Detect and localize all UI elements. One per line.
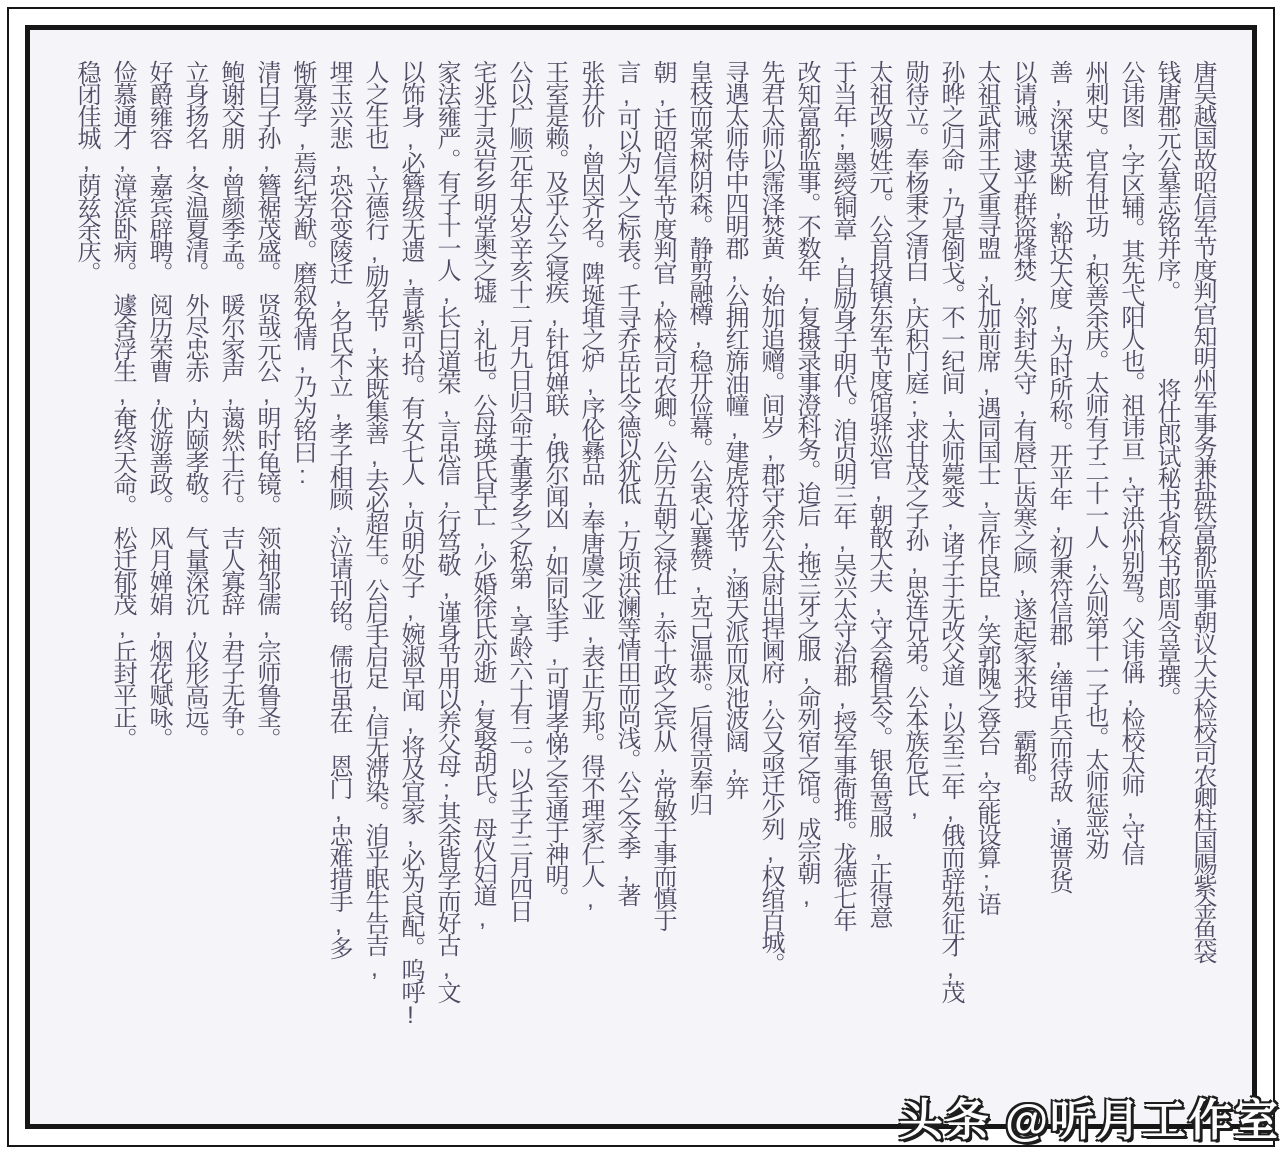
text-column: 善,深谋英断,豁达大度,为时所称。开平年,初秉符信郡,缮甲兵而待敌,通贳货: [1045, 60, 1072, 892]
text-column: 皇枝而棠树阴森。静剪融樽,稳开俭幕。公衷心襄赞,克己温恭。后得贡奉归: [685, 60, 712, 814]
text-column: 勋待立。奉杨秉之清白,庆积门庭;求甘茂之子孙,思连兄弟。公本族危氏,: [901, 60, 928, 820]
text-column: 人之生也,立德行,励名节,来既集善,去必超生。公启手启足,信无滞染。洎乎眠牛告吉,: [361, 60, 388, 980]
text-column: 言,可以为人之标表。千寻乔岳比令德以犹低,万顷洪澜等情田而尚浅。公之令季,著: [613, 60, 640, 905]
text-column: 太祖武肃王又重寻盟,礼加前席,遇同国士,言作良臣,笑郭隗之登台,空能设算;语: [973, 60, 1000, 914]
text-column: 太祖改赐姓元。公首投镇东军节度馆驿巡官,朝散大夫,守会稽县令。银鱼茑服,正得意: [865, 60, 892, 927]
text-column: 改知富都监事。不数年,复摄录事澄科务。迨后,拖兰牙之服,命列宿之馆。成宗朝,: [793, 60, 820, 908]
text-column: 州刺史。官有世功,积善余庆。太师有子二十一人,公则第十一子也。太师惩恶劝: [1081, 60, 1108, 858]
text-column: 俭慕通才,漳滨卧病。 遽舍浮生,奄终天命。 松迁郁茂,丘封平正。: [109, 60, 136, 749]
text-column: 家法雍严。有子十一人,长曰道荣,言忠信,行笃敬,谨身节用以养父母;其余皆学而好古,文: [433, 60, 460, 1002]
toutiao-watermark: 头条 @听月工作室: [898, 1096, 1280, 1145]
text-column: 唐吴越国故昭信军节度判官知明州军事务兼盐铁富都监事朝议大夫检校司农卿柱国赐紫金鱼袋: [1189, 60, 1216, 962]
text-column: 以请诫。逮乎群盗烽焚,邻封失守,有唇亡齿寒之顾,遂起家来投 霸都。: [1009, 60, 1036, 795]
text-column: 钱唐郡元公墓志铭并序。 将仕郎试秘书省校书郎周含章撰。: [1153, 60, 1180, 708]
text-column: 公讳图,字区辅。其先弋阳人也。祖讳亘,守洪州别驾。父讳偁,检校太师,守信: [1117, 60, 1144, 864]
text-column: 惭寡学,焉纪芳猷。磨叙免情,乃为铭曰:: [289, 60, 316, 487]
text-column: 王室是赖。及乎公之寝疾,针饵婵联,俄尔闻凶,如同坠手,可谓孝悌之至通于神明。: [541, 60, 568, 908]
text-column: 寻遇太师侍中四明郡,公拥红旆油幢,建虎符龙节,涵天派而凤池波阔,笄: [721, 60, 748, 798]
document-paper: [25, 25, 1257, 1129]
text-column: 于当年;墨绶铜章,自励身于明代。洎贞明三年,吴兴太守治郡,授军事衙推。龙德七年: [829, 60, 856, 930]
text-column: 公以广顺元年太岁辛亥十二月九日归命于董孝乡之私第,享龄六十有二。以壬子三月四日: [505, 60, 532, 921]
text-column: 鲍谢交朋,曾颜季孟。 暖尔家声,蔼然士行。 吉人寡辞,君子无争。: [217, 60, 244, 749]
text-column: 埋玉兴悲,恐谷变陵迁,名氏不立,孝子相顾,泣请刊铭。儒也虽在 恩门,忠难措手,多: [325, 60, 352, 958]
epitaph-text-area: [56, 60, 1220, 1082]
text-column: 稳闭佳城,荫兹余庆。: [73, 60, 100, 283]
text-column: 立身扬名,冬温夏清。 外尽忠赤,内颐孝敬。 气量深沉,仪形高远。: [181, 60, 208, 749]
text-column: 朝,迁昭信军节度判官,检校司农卿。公历五朝之禄仕,忝十政之宾从,常敏于事而慎于: [649, 60, 676, 930]
text-column: 好爵雍容,嘉宾辟聘。 阅历荣曹,优游善政。 风月婵娟,烟花赋咏。: [145, 60, 172, 749]
text-column: 宅兆于灵岩乡明堂奥之墟,礼也。公母瑛氏早亡,少婚徐氏亦逝,复娶胡氏。母仪妇道,: [469, 60, 496, 930]
text-column: 以饰身,必簪绂无遗,青紫可拾。有女七人,贞明处子,婉淑早闻,将及宜家,必为良配。呜呼!: [397, 60, 424, 1027]
text-column: 清白子孙,簪裾茂盛。 贤哉元公,明时龟镜。 领袖邹儒,宗师鲁圣。: [253, 60, 280, 749]
text-column: 张并价,曾因齐名。陴埏埴之炉,序伦彝品,奉唐虞之业,表正万邦。得不理家仁人,: [577, 60, 604, 911]
text-column: 孙晔之归命,乃是倒戈。不一纪间,太师薨变,诸子于无改父道,以至三年,俄而辞苑征才,茂: [937, 60, 964, 1002]
text-column: 先君太师以霈泽焚黄,始加追赠。间岁,郡守余公太尉出捍阃府,公又亟迁少列,权绾百城。: [757, 60, 784, 974]
